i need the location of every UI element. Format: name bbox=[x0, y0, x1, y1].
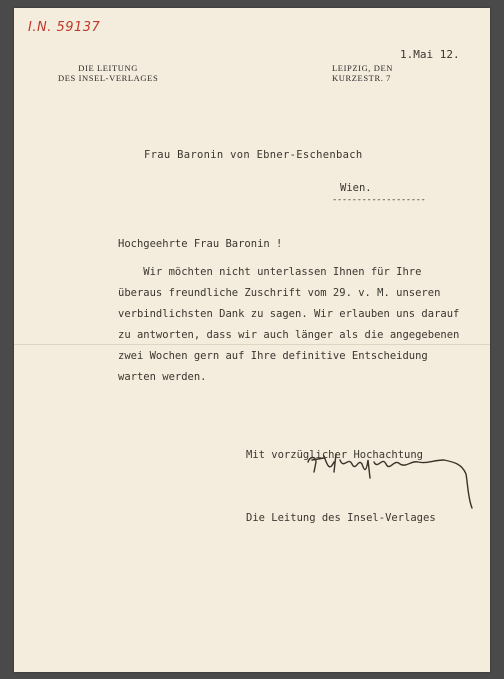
handwritten-signature bbox=[304, 450, 474, 515]
city-underline: ------------------- bbox=[332, 195, 426, 205]
salutation: Hochgeehrte Frau Baronin ! bbox=[118, 238, 283, 250]
recipient-city: Wien. bbox=[340, 182, 372, 194]
closing-line1: Mit vorzüglicher Hochachtung bbox=[246, 449, 424, 461]
letterhead-place bbox=[332, 63, 393, 83]
letter-date: 1.Mai 12. bbox=[400, 48, 460, 61]
letterhead-place-line1: LEIPZIG, DEN bbox=[332, 63, 394, 73]
closing-line2: Die Leitung des Insel-Verlages bbox=[246, 512, 436, 524]
recipient: Frau Baronin von Ebner-Eschenbach bbox=[144, 149, 363, 161]
letterhead-sender bbox=[58, 63, 158, 83]
letterhead-sender-line2: DES INSEL-VERLAGES bbox=[58, 73, 159, 83]
archive-number: I.N. 59137 bbox=[28, 20, 101, 35]
letterhead-sender-line1: DIE LEITUNG bbox=[78, 63, 138, 73]
letter-body: Wir möchten nicht unterlassen Ihnen für Ihre überaus freundliche Zuschrift vom 29. v. M. unseren verbindlichsten Dank zu sagen. Wir erlauben uns darauf zu antworten, dass wir auch länger als die angegebenen zwei Wochen gern auf Ihre definitive Entscheidung warten werden. bbox=[118, 266, 460, 383]
letter-sheet bbox=[14, 8, 490, 672]
letterhead-place-line2: KURZESTR. 7 bbox=[332, 73, 392, 83]
